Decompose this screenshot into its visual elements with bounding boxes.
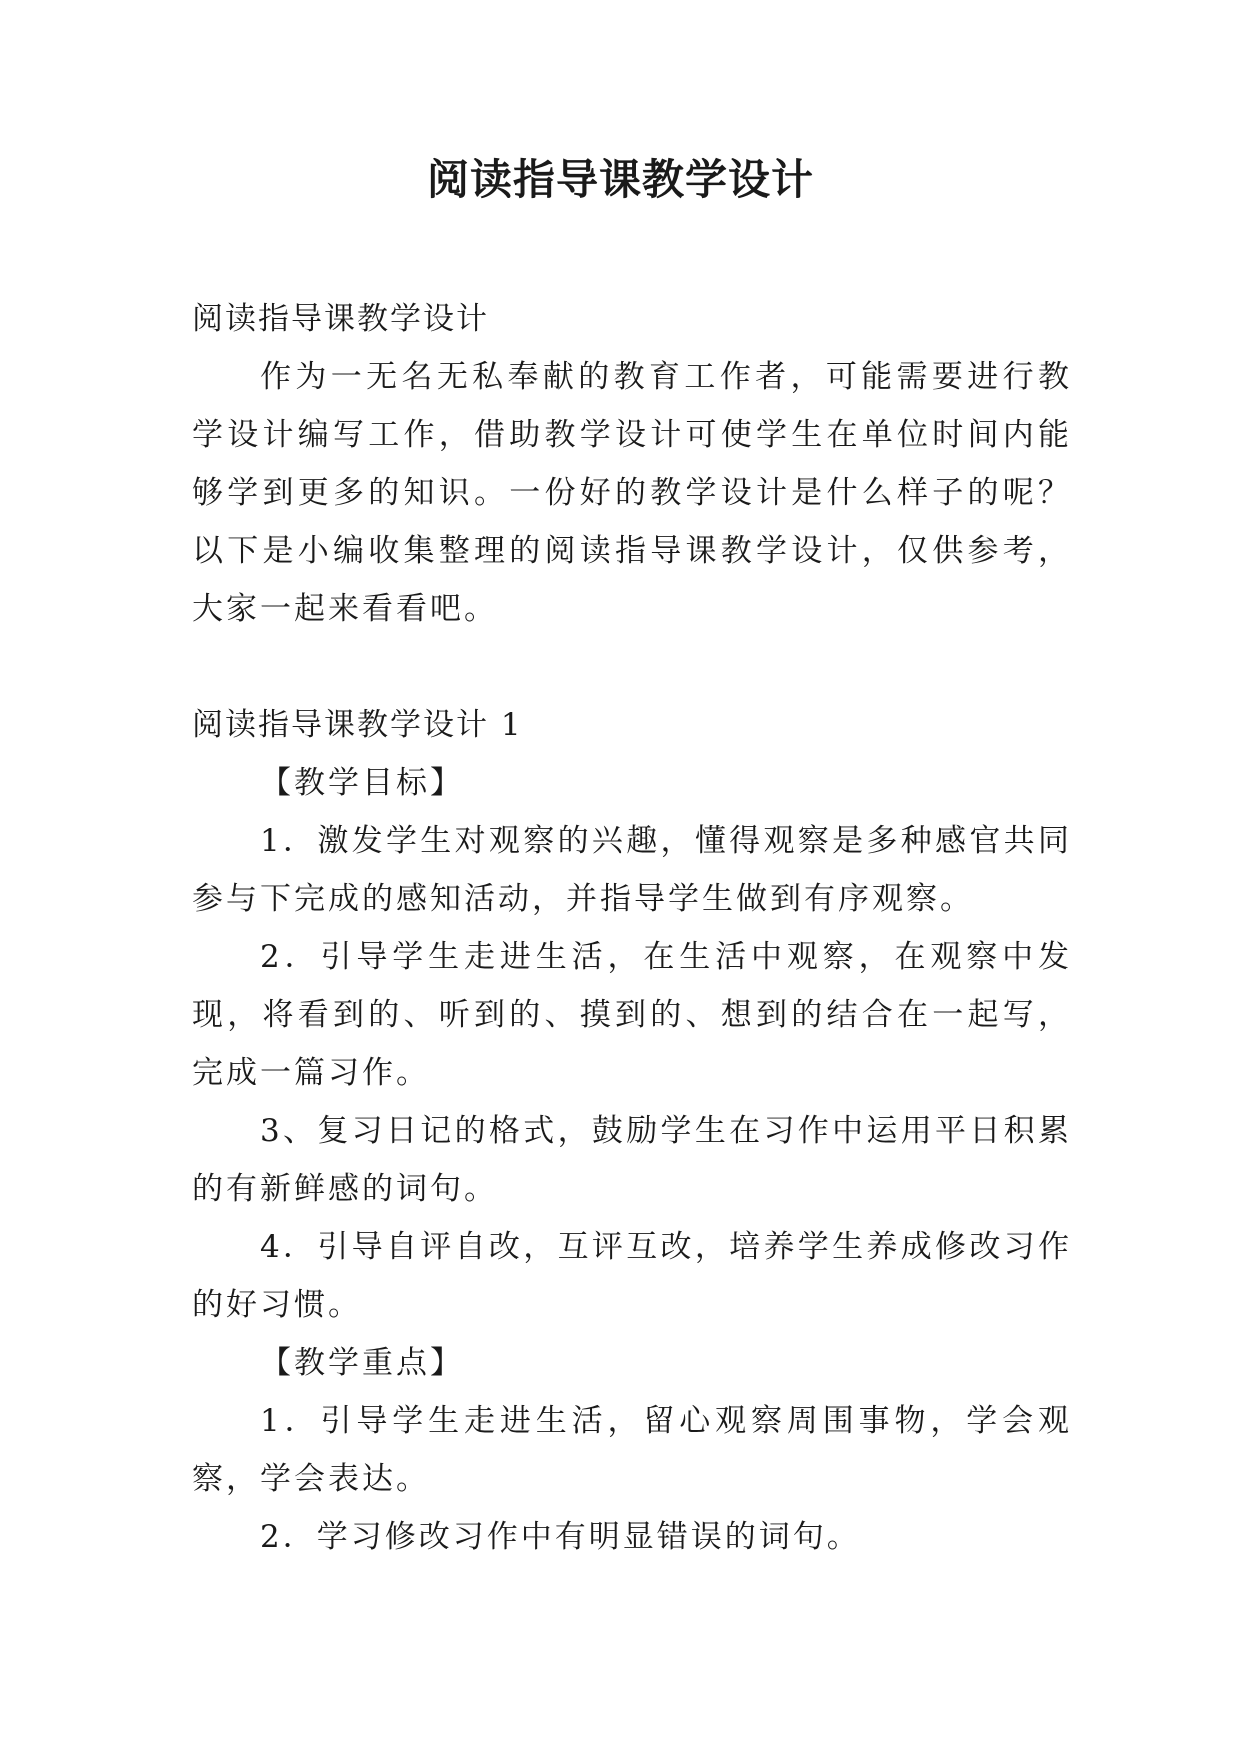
goal-item-2: 2．引导学生走进生活，在生活中观察，在观察中发现，将看到的、听到的、摸到的、想到的结合在一起写，完成一篇习作。 <box>192 939 1072 1091</box>
goal-item-4: 4．引导自评自改，互评互改，培养学生养成修改习作的好习惯。 <box>192 1229 1072 1323</box>
goal-item-3: 3、复习日记的格式，鼓励学生在习作中运用平日积累的有新鲜感的词句。 <box>192 1113 1072 1207</box>
section-heading: 阅读指导课教学设计 1 <box>192 707 523 743</box>
focus-item-1: 1．引导学生走进生活，留心观察周围事物，学会观察，学会表达。 <box>192 1403 1072 1497</box>
document-title: 阅读指导课教学设计 <box>426 155 814 204</box>
document-body <box>192 290 1072 1566</box>
intro-paragraph: 作为一无名无私奉献的教育工作者，可能需要进行教学设计编写工作，借助教学设计可使学生在单位时间内能够学到更多的知识。一份好的教学设计是什么样子的呢？以下是小编收集整理的阅读指导课教学设计，仅供参考，大家一起来看看吧。 <box>192 359 1072 627</box>
intro-heading: 阅读指导课教学设计 <box>192 301 489 337</box>
focus-label: 【教学重点】 <box>260 1345 464 1381</box>
paragraph-spacer <box>192 638 1072 696</box>
goal-item-1: 1．激发学生对观察的兴趣，懂得观察是多种感官共同参与下完成的感知活动，并指导学生做到有序观察。 <box>192 823 1072 917</box>
focus-item-2: 2．学习修改习作中有明显错误的词句。 <box>260 1519 861 1555</box>
goals-label: 【教学目标】 <box>260 765 464 801</box>
